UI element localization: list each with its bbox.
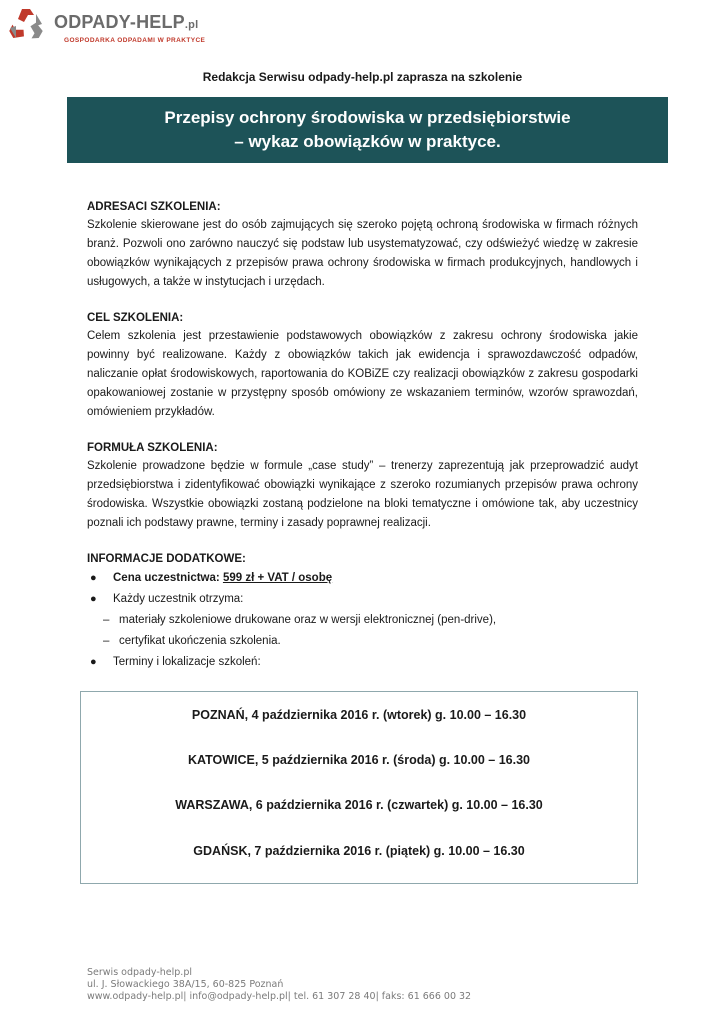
- section-heading: INFORMACJE DODATKOWE:: [87, 553, 246, 565]
- price-value: 599 zł + VAT / osobę: [222, 572, 333, 584]
- dash-icon: –: [103, 635, 110, 647]
- title-line-1: Przepisy ochrony środowiska w przedsiębiorstwie: [164, 108, 571, 127]
- info-list: [87, 568, 638, 673]
- footer-line-1: Serwis odpady-help.pl: [87, 967, 192, 978]
- section-audience: [87, 198, 638, 292]
- list-item-terms: [87, 652, 638, 673]
- list-item-price: [87, 568, 638, 589]
- intro-text: Redakcja Serwisu odpady-help.pl zaprasza na szkolenie: [202, 70, 523, 84]
- section-heading: ADRESACI SZKOLENIA:: [87, 201, 221, 213]
- list-item-receives: [87, 589, 638, 652]
- section-info: [87, 550, 638, 673]
- section-text: Szkolenie prowadzone będzie w formule „case study” – trenerzy zaprezentują jak przeprowadzić audyt przedsiębiorstwa i zidentyfikować obowiązki wynikające z szeroko rozumianych przepisów prawa ochrony środowiska. Wszystkie obowiązki zostaną podzielone na bloki tematyczne i omówione tak, aby uczestnicy poznali ich podstawy prawne, terminy i zasady poprawnej realizacji.: [87, 460, 638, 529]
- logo-tagline: GOSPODARKA ODPADAMI W PRAKTYCE: [64, 37, 206, 44]
- sub-list-item: [103, 610, 638, 631]
- term-katowice: KATOWICE, 5 października 2016 r. (środa) g. 10.00 – 16.30: [187, 753, 531, 767]
- logo-tld: .pl: [184, 19, 199, 31]
- title-banner: [67, 97, 668, 163]
- footer-line-2: ul. J. Słowackiego 38A/15, 60-825 Poznań: [87, 979, 284, 990]
- logo-name-text: ODPADY-HELP: [54, 12, 185, 32]
- section-heading: FORMUŁA SZKOLENIA:: [87, 442, 218, 454]
- recycle-logo-icon: [6, 6, 46, 46]
- section-text: Celem szkolenia jest przestawienie podstawowych obowiązków z zakresu ochrony środowiska jakie powinny być realizowane. Każdy z obowiązków takich jak ewidencja i sprawozdawczość odpadów, naliczanie opłat środowiskowych, raportowania do KOBiZE czy realizacji obowiązków z zakresu gospodarki opakowaniowej zostanie w przystępny sposób omówiony ze wskazaniem terminów, wzorów sprawozdań, omówieniem przykładów.: [87, 330, 638, 418]
- title-line-2: – wykaz obowiązków w praktyce.: [234, 132, 501, 151]
- bullet-icon: ●: [90, 572, 97, 584]
- section-goal: [87, 309, 638, 422]
- term-poznan: POZNAŃ, 4 października 2016 r. (wtorek) g. 10.00 – 16.30: [191, 708, 527, 722]
- section-text: Szkolenie skierowane jest do osób zajmujących się szeroko pojętą ochroną środowiska w firmach różnych branż. Pozwoli ono zarówno nauczyć się podstaw lub usystematyzować, czy odświeżyć wiedzę w zakresie obowiązków wynikających z przepisów prawa ochrony środowiska w firmach produkcyjnych, handlowych i usługowych, a także w instytucjach i urzędach.: [87, 219, 638, 288]
- term-warszawa: WARSZAWA, 6 października 2016 r. (czwartek) g. 10.00 – 16.30: [175, 798, 543, 812]
- bullet-icon: ●: [90, 593, 97, 605]
- terms-label: Terminy i lokalizacje szkoleń:: [113, 656, 261, 668]
- bullet-icon: ●: [90, 656, 97, 668]
- price-label: Cena uczestnictwa:: [113, 572, 220, 584]
- footer: [87, 967, 471, 1003]
- section-heading: CEL SZKOLENIA:: [87, 312, 184, 324]
- sub-list-item: [103, 631, 638, 652]
- receives-label: Każdy uczestnik otrzyma:: [113, 593, 244, 605]
- section-format: [87, 439, 638, 533]
- content: [87, 198, 638, 690]
- logo[interactable]: [6, 6, 206, 50]
- logo-name: [54, 12, 198, 33]
- footer-line-3: www.odpady-help.pl| info@odpady-help.pl| tel. 61 307 28 40| faks: 61 666 00 32: [87, 991, 472, 1002]
- sub-list-item-text: certyfikat ukończenia szkolenia.: [119, 635, 281, 647]
- sub-list: [87, 610, 638, 652]
- term-gdansk: GDAŃSK, 7 października 2016 r. (piątek) g. 10.00 – 16.30: [193, 844, 525, 858]
- sub-list-item-text: materiały szkoleniowe drukowane oraz w wersji elektronicznej (pen-drive),: [119, 614, 497, 626]
- dash-icon: –: [103, 614, 110, 626]
- terms-box: [80, 691, 638, 884]
